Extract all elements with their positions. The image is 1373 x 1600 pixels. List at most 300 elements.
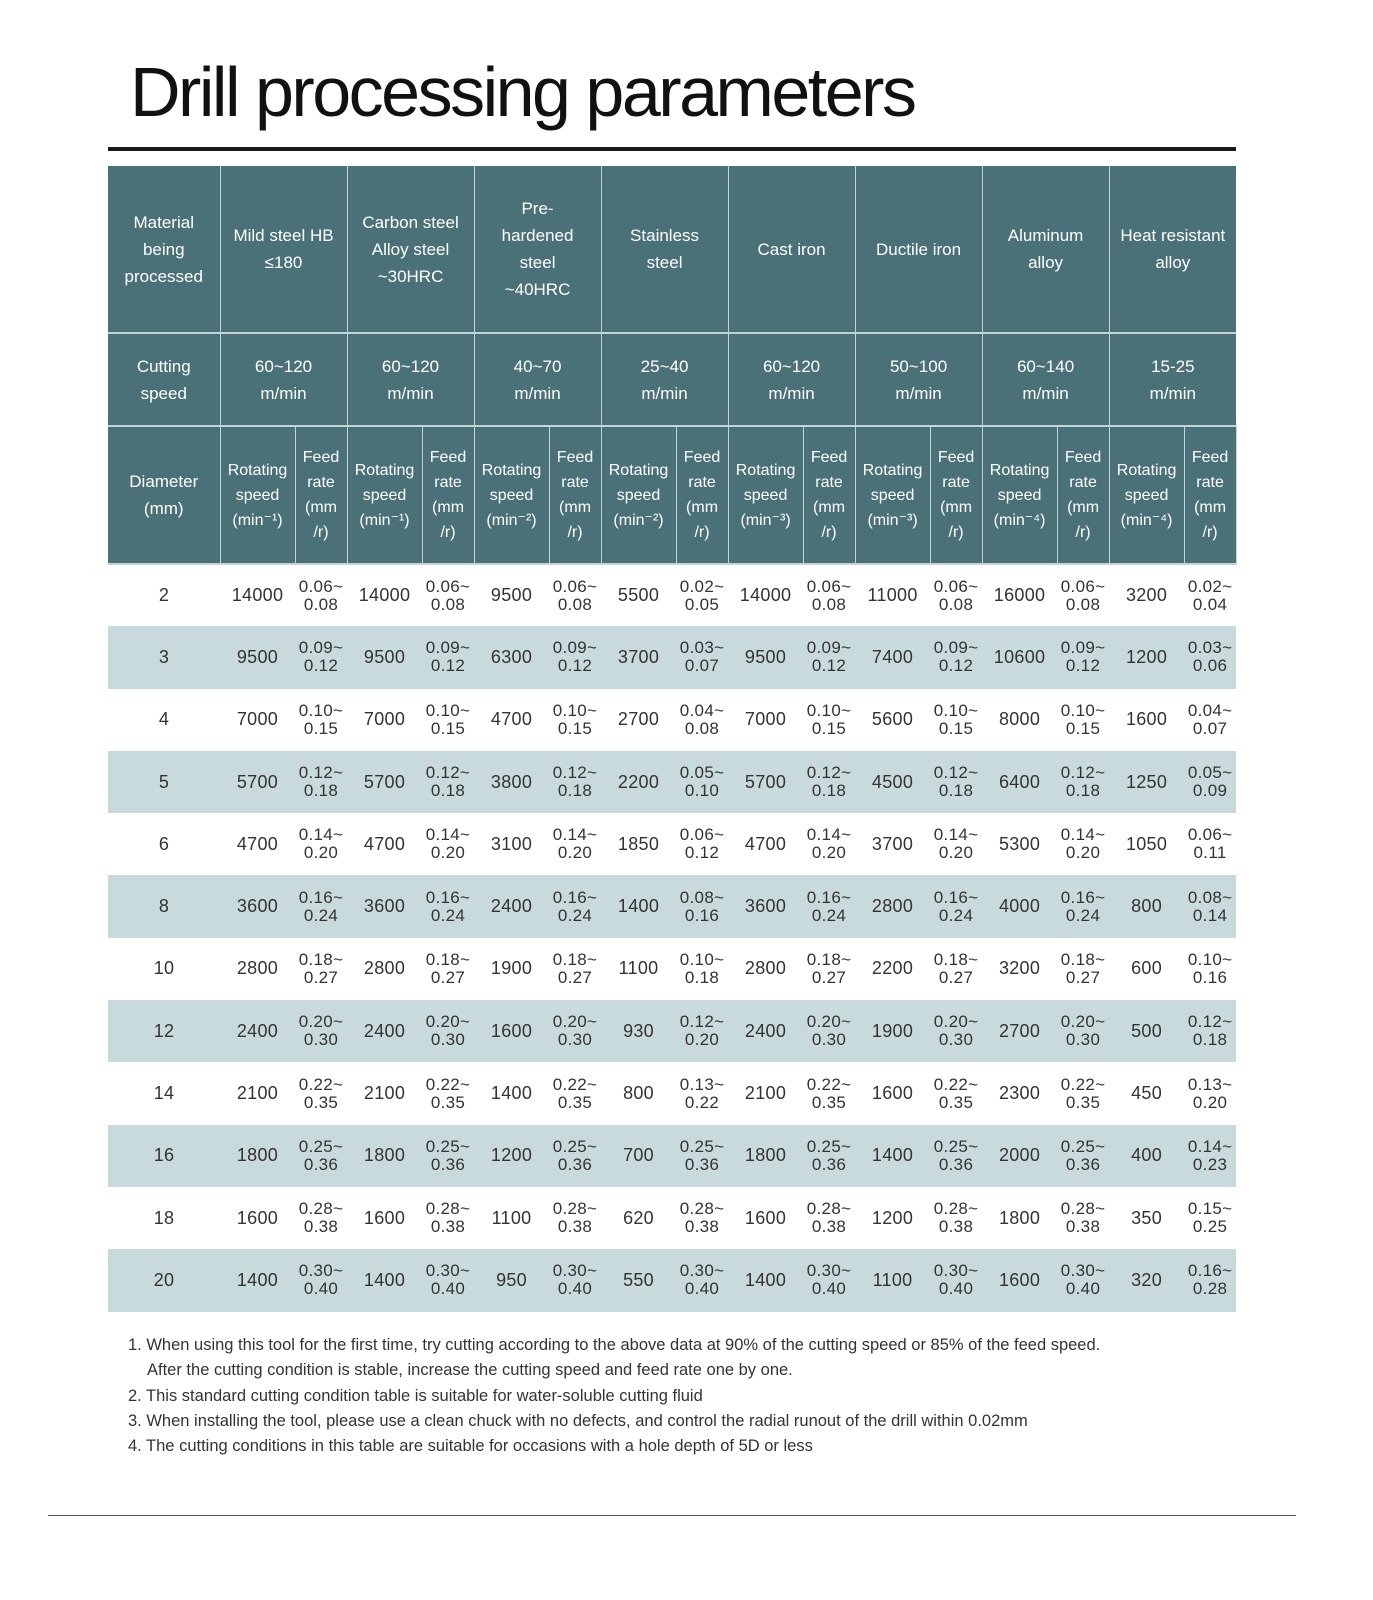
feed-rate-min: 0.09~ xyxy=(552,638,598,658)
feed-rate-min: 0.16~ xyxy=(298,887,344,907)
rotating-speed-cell: 9500 xyxy=(490,585,533,606)
table-row xyxy=(108,626,1236,688)
cutting-speed-cell xyxy=(982,333,1109,426)
feed-rate-cell xyxy=(295,938,347,1000)
feed-rate-cell xyxy=(803,875,855,937)
rotating-speed-cell: 3600 xyxy=(220,875,295,937)
feed-rate-min: 0.30~ xyxy=(298,1261,344,1281)
rotating-speed-label: Rotating speed (min⁻³) xyxy=(735,461,796,529)
feed-rate-min: 0.16~ xyxy=(933,887,979,907)
feed-rate-min: 0.10~ xyxy=(933,700,979,720)
rotating-speed-header xyxy=(474,426,549,564)
parameters-table-container xyxy=(108,166,1236,1312)
feed-rate-min: 0.28~ xyxy=(298,1199,344,1219)
cutting-speed-value: 15-25 m/min xyxy=(1149,356,1196,403)
feed-rate-min: 0.28~ xyxy=(933,1199,979,1219)
rotating-speed-cell: 950 xyxy=(474,1249,549,1311)
diameter-cell: 14 xyxy=(153,1083,175,1104)
cutting-speed-value: 40~70 m/min xyxy=(513,356,562,403)
rotating-speed-cell: 2200 xyxy=(871,958,914,979)
feed-rate-min: 0.25~ xyxy=(425,1136,471,1156)
feed-rate-max: 0.15 xyxy=(938,718,974,738)
feed-rate-cell xyxy=(1184,813,1236,875)
feed-rate-max: 0.20 xyxy=(684,1030,720,1050)
feed-rate-cell xyxy=(295,1000,347,1062)
feed-rate-cell xyxy=(930,1249,982,1311)
diameter-cell: 2 xyxy=(158,585,170,606)
table-row xyxy=(108,1000,1236,1062)
feed-rate-cell xyxy=(930,626,982,688)
feed-rate-label: Feed rate (mm /r) xyxy=(1191,449,1229,541)
cutting-speed-cell xyxy=(474,333,601,426)
feed-rate-min: 0.22~ xyxy=(425,1074,471,1094)
feed-rate-cell xyxy=(930,938,982,1000)
material-header-cell xyxy=(1109,166,1236,333)
feed-rate-cell xyxy=(676,938,728,1000)
rotating-speed-label: Rotating speed (min⁻³) xyxy=(862,461,923,529)
feed-rate-cell xyxy=(549,1249,601,1311)
rotating-speed-label: Rotating speed (min⁻¹) xyxy=(227,461,288,529)
feed-rate-max: 0.36 xyxy=(1065,1154,1101,1174)
feed-rate-min: 0.16~ xyxy=(806,887,852,907)
rotating-speed-label: Rotating speed (min⁻²) xyxy=(608,461,669,529)
feed-rate-min: 0.08~ xyxy=(679,887,725,907)
rotating-speed-cell: 2100 xyxy=(744,1083,787,1104)
feed-rate-cell xyxy=(295,1062,347,1124)
table-row xyxy=(108,751,1236,813)
feed-rate-cell xyxy=(549,1062,601,1124)
note-line: After the cutting condition is stable, increase the cutting speed and feed rate one by one. xyxy=(147,1361,793,1380)
rotating-speed-cell: 800 xyxy=(1109,875,1184,937)
cutting-speed-label-cell xyxy=(108,333,220,426)
feed-rate-min: 0.13~ xyxy=(679,1074,725,1094)
feed-rate-cell xyxy=(549,751,601,813)
feed-rate-min: 0.10~ xyxy=(679,949,725,969)
feed-rate-min: 0.14~ xyxy=(806,825,852,845)
feed-rate-cell xyxy=(676,875,728,937)
feed-rate-label: Feed rate (mm /r) xyxy=(810,449,848,541)
feed-rate-max: 0.16 xyxy=(684,905,720,925)
rotating-speed-cell: 2800 xyxy=(236,958,279,979)
feed-rate-cell xyxy=(549,1000,601,1062)
feed-rate-cell xyxy=(549,813,601,875)
feed-rate-min: 0.02~ xyxy=(1187,576,1233,596)
feed-rate-max: 0.27 xyxy=(557,967,593,987)
material-label: Material being processed xyxy=(124,212,203,286)
feed-rate-min: 0.18~ xyxy=(298,949,344,969)
feed-rate-cell xyxy=(930,1062,982,1124)
feed-rate-max: 0.20 xyxy=(1192,1092,1228,1112)
feed-rate-cell xyxy=(1057,1249,1109,1311)
feed-rate-min: 0.09~ xyxy=(806,638,852,658)
feed-rate-min: 0.09~ xyxy=(1060,638,1106,658)
rotating-speed-cell: 9500 xyxy=(347,626,422,688)
feed-rate-max: 0.20 xyxy=(938,843,974,863)
feed-rate-min: 0.18~ xyxy=(425,949,471,969)
rotating-speed-cell: 1900 xyxy=(855,1000,930,1062)
feed-rate-min: 0.13~ xyxy=(1187,1074,1233,1094)
feed-rate-max: 0.18 xyxy=(1192,1030,1228,1050)
feed-rate-max: 0.08 xyxy=(303,594,339,614)
feed-rate-cell xyxy=(1184,1187,1236,1249)
rotating-speed-cell: 2800 xyxy=(363,958,406,979)
feed-rate-cell xyxy=(803,1062,855,1124)
feed-rate-max: 0.35 xyxy=(938,1092,974,1112)
cutting-speed-value: 50~100 m/min xyxy=(889,356,948,403)
feed-rate-min: 0.02~ xyxy=(679,576,725,596)
rotating-speed-cell: 1800 xyxy=(220,1125,295,1187)
feed-rate-min: 0.14~ xyxy=(298,825,344,845)
feed-rate-min: 0.28~ xyxy=(679,1199,725,1219)
rotating-speed-cell: 600 xyxy=(1131,958,1163,979)
feed-rate-min: 0.15~ xyxy=(1187,1199,1233,1219)
feed-rate-label: Feed rate (mm /r) xyxy=(1064,449,1102,541)
rotating-speed-cell: 1400 xyxy=(220,1249,295,1311)
diameter-cell: 4 xyxy=(158,709,170,730)
rotating-speed-cell: 1600 xyxy=(744,1207,787,1228)
rotating-speed-label: Rotating speed (min⁻²) xyxy=(481,461,542,529)
rotating-speed-cell: 5700 xyxy=(728,751,803,813)
feed-rate-max: 0.36 xyxy=(684,1154,720,1174)
feed-rate-max: 0.40 xyxy=(303,1279,339,1299)
rotating-speed-cell: 2100 xyxy=(363,1083,406,1104)
feed-rate-cell xyxy=(676,1000,728,1062)
feed-rate-max: 0.38 xyxy=(303,1217,339,1237)
rotating-speed-cell: 2700 xyxy=(617,709,660,730)
rotating-speed-cell: 800 xyxy=(623,1083,654,1104)
feed-rate-cell xyxy=(676,1062,728,1124)
feed-rate-cell xyxy=(1057,689,1109,751)
feed-rate-max: 0.24 xyxy=(557,905,593,925)
sub-header-row xyxy=(108,426,1236,564)
feed-rate-max: 0.08 xyxy=(557,594,593,614)
feed-rate-cell xyxy=(422,689,474,751)
rotating-speed-cell: 1600 xyxy=(982,1249,1057,1311)
rotating-speed-cell: 500 xyxy=(1109,1000,1184,1062)
rotating-speed-cell: 1050 xyxy=(1125,833,1168,854)
feed-rate-cell xyxy=(676,1125,728,1187)
feed-rate-cell xyxy=(549,564,601,626)
feed-rate-cell xyxy=(422,1000,474,1062)
cutting-speed-value: 60~120 m/min xyxy=(381,356,440,403)
feed-rate-max: 0.35 xyxy=(557,1092,593,1112)
feed-rate-min: 0.06~ xyxy=(679,825,725,845)
feed-rate-cell xyxy=(422,1187,474,1249)
rotating-speed-header xyxy=(855,426,930,564)
feed-rate-cell xyxy=(803,1249,855,1311)
feed-rate-max: 0.12 xyxy=(684,843,720,863)
rotating-speed-cell: 2200 xyxy=(601,751,676,813)
feed-rate-max: 0.18 xyxy=(1065,781,1101,801)
cutting-speed-value: 25~40 m/min xyxy=(640,356,689,403)
feed-rate-cell xyxy=(803,938,855,1000)
feed-rate-min: 0.12~ xyxy=(933,763,979,783)
feed-rate-max: 0.38 xyxy=(430,1217,466,1237)
feed-rate-max: 0.40 xyxy=(557,1279,593,1299)
feed-rate-min: 0.12~ xyxy=(298,763,344,783)
material-name: Stainless steel xyxy=(630,226,700,272)
feed-rate-min: 0.22~ xyxy=(298,1074,344,1094)
feed-rate-min: 0.20~ xyxy=(298,1012,344,1032)
feed-rate-min: 0.05~ xyxy=(1187,763,1233,783)
feed-rate-max: 0.20 xyxy=(557,843,593,863)
rotating-speed-cell: 1250 xyxy=(1109,751,1184,813)
feed-rate-min: 0.20~ xyxy=(806,1012,852,1032)
feed-rate-max: 0.30 xyxy=(1065,1030,1101,1050)
rotating-speed-cell: 5500 xyxy=(617,585,660,606)
feed-rate-max: 0.23 xyxy=(1192,1154,1228,1174)
feed-rate-max: 0.12 xyxy=(430,656,466,676)
feed-rate-max: 0.38 xyxy=(1065,1217,1101,1237)
feed-rate-cell xyxy=(1184,938,1236,1000)
feed-rate-cell xyxy=(295,1187,347,1249)
feed-rate-max: 0.18 xyxy=(684,967,720,987)
material-name: Cast iron xyxy=(757,239,826,259)
diameter-cell: 12 xyxy=(108,1000,220,1062)
feed-rate-min: 0.16~ xyxy=(552,887,598,907)
feed-rate-min: 0.12~ xyxy=(679,1012,725,1032)
rotating-speed-cell: 1400 xyxy=(601,875,676,937)
feed-rate-min: 0.20~ xyxy=(933,1012,979,1032)
rotating-speed-cell: 1600 xyxy=(474,1000,549,1062)
feed-rate-min: 0.30~ xyxy=(552,1261,598,1281)
feed-rate-cell xyxy=(1057,751,1109,813)
rotating-speed-cell: 320 xyxy=(1109,1249,1184,1311)
feed-rate-header xyxy=(549,426,601,564)
feed-rate-header xyxy=(930,426,982,564)
rotating-speed-cell: 1200 xyxy=(474,1125,549,1187)
feed-rate-max: 0.08 xyxy=(1065,594,1101,614)
feed-rate-label: Feed rate (mm /r) xyxy=(429,449,467,541)
rotating-speed-cell: 4500 xyxy=(855,751,930,813)
feed-rate-cell xyxy=(676,813,728,875)
feed-rate-min: 0.20~ xyxy=(425,1012,471,1032)
feed-rate-min: 0.14~ xyxy=(1060,825,1106,845)
feed-rate-max: 0.15 xyxy=(1065,718,1101,738)
feed-rate-min: 0.06~ xyxy=(425,576,471,596)
feed-rate-cell xyxy=(676,626,728,688)
rotating-speed-header xyxy=(1109,426,1184,564)
rotating-speed-cell: 7000 xyxy=(236,709,279,730)
rotating-speed-cell: 1200 xyxy=(1109,626,1184,688)
rotating-speed-cell: 3800 xyxy=(474,751,549,813)
feed-rate-min: 0.09~ xyxy=(425,638,471,658)
feed-rate-min: 0.28~ xyxy=(552,1199,598,1219)
feed-rate-min: 0.10~ xyxy=(425,700,471,720)
rotating-speed-cell: 2300 xyxy=(998,1083,1041,1104)
feed-rate-min: 0.16~ xyxy=(425,887,471,907)
feed-rate-min: 0.14~ xyxy=(552,825,598,845)
feed-rate-max: 0.18 xyxy=(303,781,339,801)
feed-rate-cell xyxy=(1184,875,1236,937)
feed-rate-cell xyxy=(549,1125,601,1187)
rotating-speed-cell: 3200 xyxy=(1125,585,1168,606)
rotating-speed-cell: 3200 xyxy=(998,958,1041,979)
rotating-speed-cell: 550 xyxy=(601,1249,676,1311)
feed-rate-cell xyxy=(422,1249,474,1311)
page-title: Drill processing parameters xyxy=(130,53,915,131)
feed-rate-min: 0.14~ xyxy=(425,825,471,845)
rotating-speed-cell: 9500 xyxy=(728,626,803,688)
feed-rate-min: 0.04~ xyxy=(679,700,725,720)
feed-rate-max: 0.18 xyxy=(811,781,847,801)
rotating-speed-cell: 1600 xyxy=(871,1083,914,1104)
feed-rate-cell xyxy=(549,689,601,751)
feed-rate-min: 0.14~ xyxy=(1187,1136,1233,1156)
feed-rate-min: 0.03~ xyxy=(679,638,725,658)
material-name: Aluminum alloy xyxy=(1007,226,1084,272)
feed-rate-min: 0.22~ xyxy=(933,1074,979,1094)
notes-section xyxy=(128,1333,1100,1459)
feed-rate-cell xyxy=(930,1125,982,1187)
rotating-speed-cell: 5700 xyxy=(347,751,422,813)
feed-rate-cell xyxy=(1057,1000,1109,1062)
feed-rate-max: 0.14 xyxy=(1192,905,1228,925)
feed-rate-max: 0.08 xyxy=(938,594,974,614)
rotating-speed-cell: 620 xyxy=(623,1207,654,1228)
table-row xyxy=(108,938,1236,1000)
feed-rate-min: 0.25~ xyxy=(806,1136,852,1156)
rotating-speed-cell: 14000 xyxy=(739,585,792,606)
rotating-speed-header xyxy=(220,426,295,564)
feed-rate-min: 0.20~ xyxy=(552,1012,598,1032)
feed-rate-cell xyxy=(549,875,601,937)
rotating-speed-cell: 7400 xyxy=(855,626,930,688)
feed-rate-max: 0.16 xyxy=(1192,967,1228,987)
diameter-cell: 5 xyxy=(108,751,220,813)
feed-rate-max: 0.38 xyxy=(811,1217,847,1237)
feed-rate-cell xyxy=(295,751,347,813)
rotating-speed-header xyxy=(982,426,1057,564)
rotating-speed-cell: 2400 xyxy=(474,875,549,937)
feed-rate-max: 0.12 xyxy=(938,656,974,676)
feed-rate-max: 0.15 xyxy=(430,718,466,738)
feed-rate-max: 0.20 xyxy=(430,843,466,863)
feed-rate-min: 0.25~ xyxy=(933,1136,979,1156)
feed-rate-min: 0.18~ xyxy=(1060,949,1106,969)
feed-rate-min: 0.25~ xyxy=(552,1136,598,1156)
rotating-speed-header xyxy=(728,426,803,564)
feed-rate-cell xyxy=(1184,689,1236,751)
table-row xyxy=(108,689,1236,751)
feed-rate-min: 0.12~ xyxy=(1060,763,1106,783)
feed-rate-cell xyxy=(676,689,728,751)
diameter-cell: 20 xyxy=(108,1249,220,1311)
feed-rate-cell xyxy=(1057,813,1109,875)
feed-rate-cell xyxy=(295,875,347,937)
feed-rate-cell xyxy=(295,564,347,626)
material-header-cell xyxy=(347,166,474,333)
feed-rate-max: 0.24 xyxy=(938,905,974,925)
feed-rate-cell xyxy=(1057,626,1109,688)
feed-rate-min: 0.06~ xyxy=(933,576,979,596)
feed-rate-cell xyxy=(676,1249,728,1311)
feed-rate-cell xyxy=(1184,751,1236,813)
rotating-speed-cell: 2800 xyxy=(855,875,930,937)
feed-rate-min: 0.08~ xyxy=(1187,887,1233,907)
rotating-speed-cell: 7000 xyxy=(744,709,787,730)
feed-rate-max: 0.22 xyxy=(684,1092,720,1112)
diameter-cell: 3 xyxy=(108,626,220,688)
feed-rate-min: 0.16~ xyxy=(1060,887,1106,907)
feed-rate-min: 0.12~ xyxy=(1187,1012,1233,1032)
feed-rate-min: 0.30~ xyxy=(933,1261,979,1281)
feed-rate-label: Feed rate (mm /r) xyxy=(937,449,975,541)
feed-rate-min: 0.28~ xyxy=(806,1199,852,1219)
feed-rate-max: 0.15 xyxy=(303,718,339,738)
cutting-speed-cell xyxy=(347,333,474,426)
cutting-speed-label: Cutting speed xyxy=(136,356,191,403)
rotating-speed-cell: 10600 xyxy=(982,626,1057,688)
material-name: Pre- hardened steel ~40HRC xyxy=(501,199,574,299)
feed-rate-max: 0.18 xyxy=(938,781,974,801)
feed-rate-min: 0.30~ xyxy=(679,1261,725,1281)
feed-rate-cell xyxy=(930,689,982,751)
feed-rate-min: 0.12~ xyxy=(552,763,598,783)
feed-rate-min: 0.10~ xyxy=(552,700,598,720)
feed-rate-min: 0.10~ xyxy=(298,700,344,720)
feed-rate-cell xyxy=(1057,938,1109,1000)
rotating-speed-cell: 5300 xyxy=(998,833,1041,854)
rotating-speed-label: Rotating speed (min⁻¹) xyxy=(354,461,415,529)
feed-rate-min: 0.25~ xyxy=(679,1136,725,1156)
feed-rate-min: 0.30~ xyxy=(425,1261,471,1281)
feed-rate-label: Feed rate (mm /r) xyxy=(302,449,340,541)
feed-rate-max: 0.36 xyxy=(303,1154,339,1174)
rotating-speed-cell: 3100 xyxy=(490,833,533,854)
feed-rate-max: 0.24 xyxy=(303,905,339,925)
feed-rate-max: 0.07 xyxy=(684,656,720,676)
rotating-speed-cell: 11000 xyxy=(867,585,918,606)
feed-rate-min: 0.06~ xyxy=(1187,825,1233,845)
feed-rate-max: 0.27 xyxy=(430,967,466,987)
material-name: Carbon steel Alloy steel ~30HRC xyxy=(362,212,459,286)
feed-rate-cell xyxy=(1057,1062,1109,1124)
feed-rate-min: 0.12~ xyxy=(425,763,471,783)
table-body xyxy=(108,564,1236,1312)
feed-rate-cell xyxy=(803,751,855,813)
feed-rate-cell xyxy=(295,626,347,688)
material-header-cell xyxy=(601,166,728,333)
feed-rate-max: 0.35 xyxy=(430,1092,466,1112)
feed-rate-max: 0.30 xyxy=(557,1030,593,1050)
feed-rate-min: 0.14~ xyxy=(933,825,979,845)
rotating-speed-cell: 1600 xyxy=(1125,709,1168,730)
feed-rate-max: 0.24 xyxy=(430,905,466,925)
table-row xyxy=(108,1187,1236,1249)
cutting-speed-row xyxy=(108,333,1236,426)
cutting-speed-value: 60~120 m/min xyxy=(254,356,313,403)
rotating-speed-cell: 1100 xyxy=(491,1207,532,1228)
feed-rate-cell xyxy=(930,564,982,626)
cutting-speed-value: 60~140 m/min xyxy=(1016,356,1075,403)
note-line: 1. When using this tool for the first time, try cutting according to the above data at 90% of the cutting speed or 85% of the feed speed. xyxy=(128,1336,1101,1354)
bottom-divider xyxy=(48,1515,1296,1516)
feed-rate-cell xyxy=(422,1062,474,1124)
feed-rate-max: 0.27 xyxy=(1065,967,1101,987)
feed-rate-min: 0.10~ xyxy=(1060,700,1106,720)
note-line: 3. When installing the tool, please use a clean chuck with no defects, and control the radial runout of the drill within 0.02mm xyxy=(128,1411,1028,1430)
feed-rate-min: 0.20~ xyxy=(1060,1012,1106,1032)
feed-rate-cell xyxy=(295,813,347,875)
rotating-speed-cell: 1100 xyxy=(855,1249,930,1311)
table-row xyxy=(108,1062,1236,1124)
feed-rate-max: 0.20 xyxy=(811,843,847,863)
feed-rate-max: 0.09 xyxy=(1192,781,1228,801)
feed-rate-max: 0.36 xyxy=(938,1154,974,1174)
feed-rate-max: 0.12 xyxy=(303,656,339,676)
feed-rate-min: 0.30~ xyxy=(1060,1261,1106,1281)
